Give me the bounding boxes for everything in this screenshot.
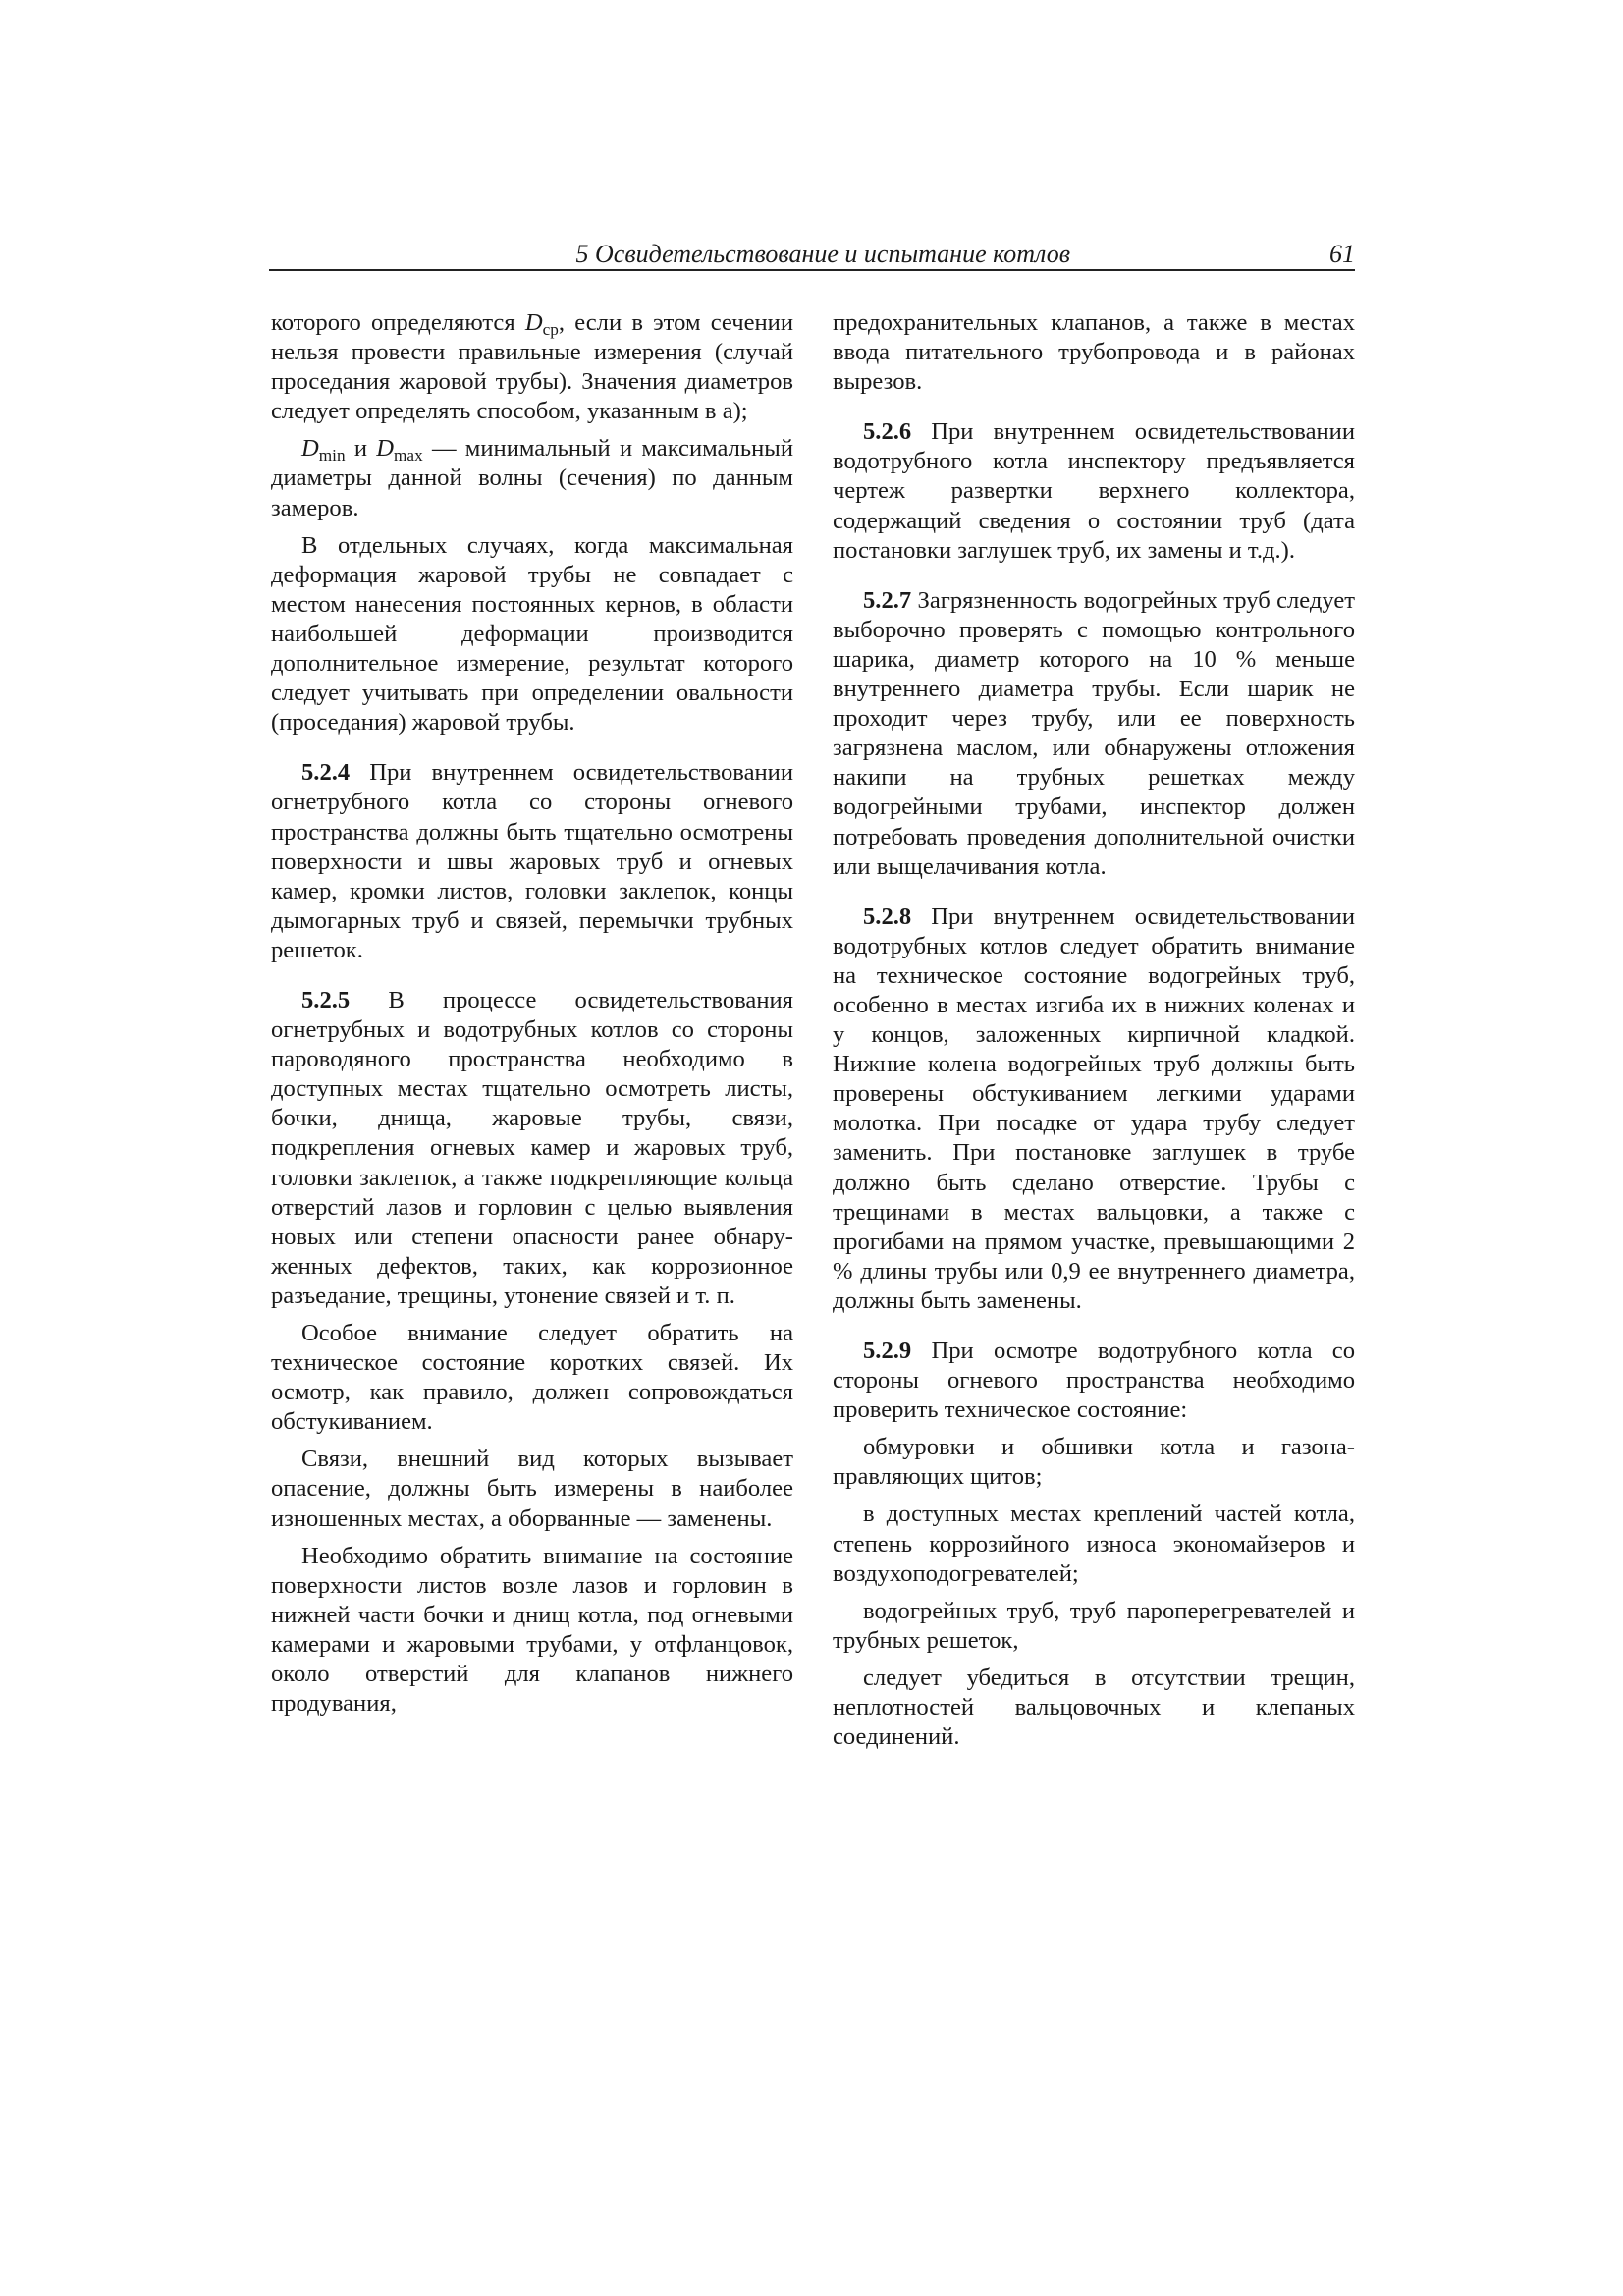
section-5-2-9: 5.2.9 При осмотре водотрубного котла со стороны огневого пространства необходимо проверить техническое состояние: <box>833 1338 1355 1424</box>
section-number: 5.2.4 <box>301 759 351 787</box>
list-item: водогрейных труб, труб пароперегревателей и трубных решеток, <box>833 1597 1355 1654</box>
paragraph-continuation: которого определяются $D_{ср}$, если в этом сечении нельзя провести правильные измерения (случай проседания жаровой трубы). Значения диаметров следует определять способом, указанным в а); <box>271 309 793 425</box>
section-number: 5.2.6 <box>863 418 912 446</box>
right-column <box>833 308 1355 1752</box>
section-5-2-5: 5.2.5 В процессе освидетельствования огнетрубных и водотрубных котлов со стороны пароводяного пространства необходимо в доступных местах тщательно осмотреть листы, бочки, днища, жаровые трубы, связи, подкрепления огневых камер и жаровых труб, головки заклепок, а также подкрепляющие кольца отверстий лазов и горловин с целью выявления новых или степени опасности ранее обнаруженных дефектов, таких, как коррозионное разъедание, трещины, утонение связей и т. п. <box>271 986 793 1309</box>
section-number: 5.2.5 <box>301 986 351 1013</box>
section-number: 5.2.8 <box>863 902 912 930</box>
paragraph-continuation: предохранительных клапанов, а также в местах ввода питательного трубопровода и в районах вырезов. <box>833 309 1355 396</box>
list-item: обмуровки и обшивки котла и газонаправляющих щитов; <box>833 1434 1355 1491</box>
section-5-2-8: 5.2.8 При внутреннем освидетельствовании водотрубных котлов следует обратить внимание на техническое состояние водогрейных труб, особенно в местах изгиба их в нижних коленах и у концов, заложенных кирпичной кладкой. Нижние колена водогрейных труб должны быть проверены обстукиванием легкими ударами молотка. При посадке от удара трубу следует заменить. При постановке заглушек в трубе должно быть сделано отверстие. Трубы с трещинами в местах вальцовки, а также с прогибами на прямом участке, превышающими 2 % длины трубы или 0,9 ее внутреннего диаметра, должны быть заменены. <box>833 902 1355 1314</box>
section-5-2-7: 5.2.7 Загрязненность водогрейных труб следует выборочно проверять с помощью контрольного шарика, диаметр которого на 10 % меньше внутреннего диаметра трубы. Если шарик не проходит через трубу, или ее поверхность загрязнена маслом, или обнаружены отложения накипи на трубных решетках между водогрейными трубами, инспектор должен потребовать проведения дополнительной очистки или выщелачивания котла. <box>833 586 1355 880</box>
paragraph-dmin-dmax: $D_{min}$ и $D_{max}$ — минимальный и максимальный диаметры данной волны (сечения) по данным замеров. <box>271 435 793 521</box>
paragraph-final: следует убедиться в отсутствии трещин, неплотностей вальцовочных и клепаных соединений. <box>833 1664 1355 1751</box>
list-item: в доступных местах креплений частей котла, степень коррозийного износа экономайзеров и воздухоподогревателей; <box>833 1501 1355 1587</box>
header-chapter-title: 5 Освидетельствование и испытание котлов <box>575 240 1070 268</box>
paragraph-ties-measure: Связи, внешний вид которых вызывает опасение, должны быть измерены в наиболее изношенных местах, а оборванные — заменены. <box>271 1446 793 1532</box>
running-header <box>269 240 1355 271</box>
paragraph-deformation: В отдельных случаях, когда максимальная деформация жаровой трубы не совпадает с местом нанесения постоянных кернов, в области наибольшей деформации производится дополнительное измерение, результат которого следует учитывать при определении овальности (проседания) жаровой трубы. <box>271 531 793 737</box>
section-number: 5.2.7 <box>863 586 912 614</box>
paragraph-short-ties: Особое внимание следует обратить на техническое состояние коротких связей. Их осмотр, как правило, должен сопровождаться обстукиванием. <box>271 1320 793 1436</box>
left-column <box>271 308 793 1719</box>
page-number: 61 <box>1329 240 1355 268</box>
section-5-2-6: 5.2.6 При внутреннем освидетельствовании водотрубного котла инспектору предъявляется чертеж развертки верхнего коллектора, содержащий сведения о состоянии труб (дата постановки заглушек труб, их замены и т.д.). <box>833 418 1355 564</box>
paragraph-sheet-surface: Необходимо обратить внимание на состояние поверхности листов возле лазов и горловин в нижней части бочки и днищ котла, под огневыми камерами и жаровыми трубами, у отфланцовок, около отверстий для клапанов нижнего продувания, <box>271 1542 793 1718</box>
section-5-2-4: 5.2.4 При внутреннем освидетельствовании огнетрубного котла со стороны огневого пространства должны быть тщательно осмотрены поверхности и швы жаровых труб и огневых камер, кромки листов, головки заклепок, концы дымогарных труб и связей, перемычки трубных решеток. <box>271 759 793 963</box>
section-number: 5.2.9 <box>863 1338 912 1364</box>
